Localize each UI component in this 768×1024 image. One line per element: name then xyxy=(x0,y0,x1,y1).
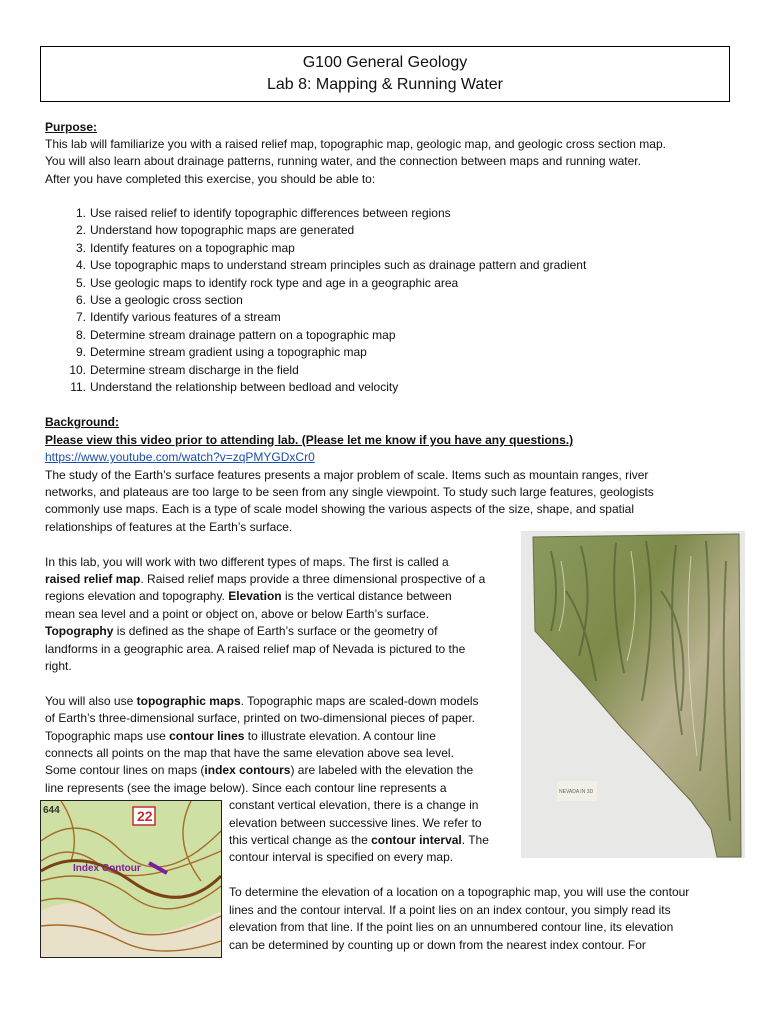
list-item: 2. Understand how topographic maps are generated xyxy=(75,223,355,238)
list-item: 7. Identify various features of a stream xyxy=(75,310,281,325)
topo-line-6: line represents (see the image below). Since each contour line represents a xyxy=(45,781,447,795)
topo-map-image xyxy=(40,800,222,958)
list-item: 11. Understand the relationship between bedload and velocity xyxy=(70,380,399,395)
elevation-line-2: lines and the contour interval. If a point lies on an index contour, you simply read its xyxy=(229,903,671,917)
purpose-line-2: You will also learn about drainage patterns, running water, and the connection between maps and running water. xyxy=(45,154,641,168)
elevation-line-3: elevation from that line. If the point lies on an unnumbered contour line, its elevation xyxy=(229,920,674,934)
topo-line-10: contour interval is specified on every map. xyxy=(229,850,454,864)
topo-line-3: Topographic maps use contour lines to illustrate elevation. A contour line xyxy=(45,729,436,743)
relief-line-7: right. xyxy=(45,659,72,673)
objectives-list xyxy=(66,205,586,396)
list-item: 10. Determine stream discharge in the field xyxy=(69,362,299,377)
elevation-line-4: can be determined by counting up or down from the nearest index contour. For xyxy=(229,938,646,952)
topo-line-7: constant vertical elevation, there is a change in xyxy=(229,798,479,812)
topo-line-9: this vertical change as the contour interval. The xyxy=(229,833,489,847)
list-item: 1. Use raised relief to identify topographic differences between regions xyxy=(75,206,451,220)
list-item: 5. Use geologic maps to identify rock type and age in a geographic area xyxy=(75,275,459,290)
topo-line-4: connects all points on the map that have the same elevation above sea level. xyxy=(45,746,454,760)
list-item: 8. Determine stream drainage pattern on a topographic map xyxy=(75,327,396,342)
video-link-line xyxy=(45,449,315,466)
title-box xyxy=(40,46,730,102)
topo-line-1: You will also use topographic maps. Topographic maps are scaled-down models xyxy=(45,694,479,708)
scale-line-4: relationships of features at the Earth’s surface. xyxy=(45,520,293,534)
lab-title: Lab 8: Mapping & Running Water xyxy=(267,76,503,93)
relief-line-3: regions elevation and topography. Elevation is the vertical distance between xyxy=(45,589,452,603)
relief-line-4: mean sea level and a point or object on, above or below Earth’s surface. xyxy=(45,607,430,621)
nevada-map-label: NEVADA IN 3D xyxy=(559,789,594,795)
nevada-relief-map-image xyxy=(521,531,745,858)
topo-line-2: of Earth’s three-dimensional surface, printed on two-dimensional pieces of paper. xyxy=(45,711,476,725)
video-link[interactable]: https://www.youtube.com/watch?v=zqPMYGDxCr0 xyxy=(45,450,315,464)
purpose-heading: Purpose: xyxy=(45,120,98,134)
background-heading: Background: xyxy=(45,415,120,429)
list-item: 3. Identify features on a topographic map xyxy=(75,240,295,255)
relief-line-1: In this lab, you will work with two different types of maps. The first is called a xyxy=(45,555,449,569)
relief-line-2: raised relief map. Raised relief maps provide a three dimensional prospective of a xyxy=(45,572,486,586)
relief-line-6: landforms in a geographic area. A raised relief map of Nevada is pictured to the xyxy=(45,642,466,656)
list-item: 6. Use a geologic cross section xyxy=(75,293,243,308)
topo-line-8: elevation between successive lines. We refer to xyxy=(229,816,482,830)
course-title: G100 General Geology xyxy=(302,54,468,71)
purpose-line-1: This lab will familiarize you with a raised relief map, topographic map, geologic map, and geologic cross section map. xyxy=(45,137,666,151)
topo-number-644: 644 xyxy=(43,805,60,816)
purpose-line-3: After you have completed this exercise, you should be able to: xyxy=(45,172,376,186)
index-contour-label: Index Contour xyxy=(73,863,141,874)
elevation-line-1: To determine the elevation of a location on a topographic map, you will use the contour xyxy=(229,885,690,899)
list-item: 9. Determine stream gradient using a topographic map xyxy=(75,345,367,360)
topo-line-5: Some contour lines on maps (index contours) are labeled with the elevation the xyxy=(45,763,474,777)
topo-number-22: 22 xyxy=(137,808,153,824)
video-note: Please view this video prior to attending lab. (Please let me know if you have any questions.) xyxy=(45,433,574,447)
scale-line-2: networks, and plateaus are too large to be seen from any single viewpoint. To study such large features, geologists xyxy=(45,485,654,499)
scale-line-1: The study of the Earth’s surface features presents a major problem of scale. Items such as mountain ranges, river xyxy=(45,468,649,482)
relief-line-5: Topography is defined as the shape of Earth’s surface or the geometry of xyxy=(45,624,438,638)
list-item: 4. Use topographic maps to understand stream principles such as drainage pattern and gradient xyxy=(75,258,587,273)
scale-line-3: commonly use maps. Each is a type of scale model showing the various aspects of the size, shape, and spatial xyxy=(45,502,634,516)
